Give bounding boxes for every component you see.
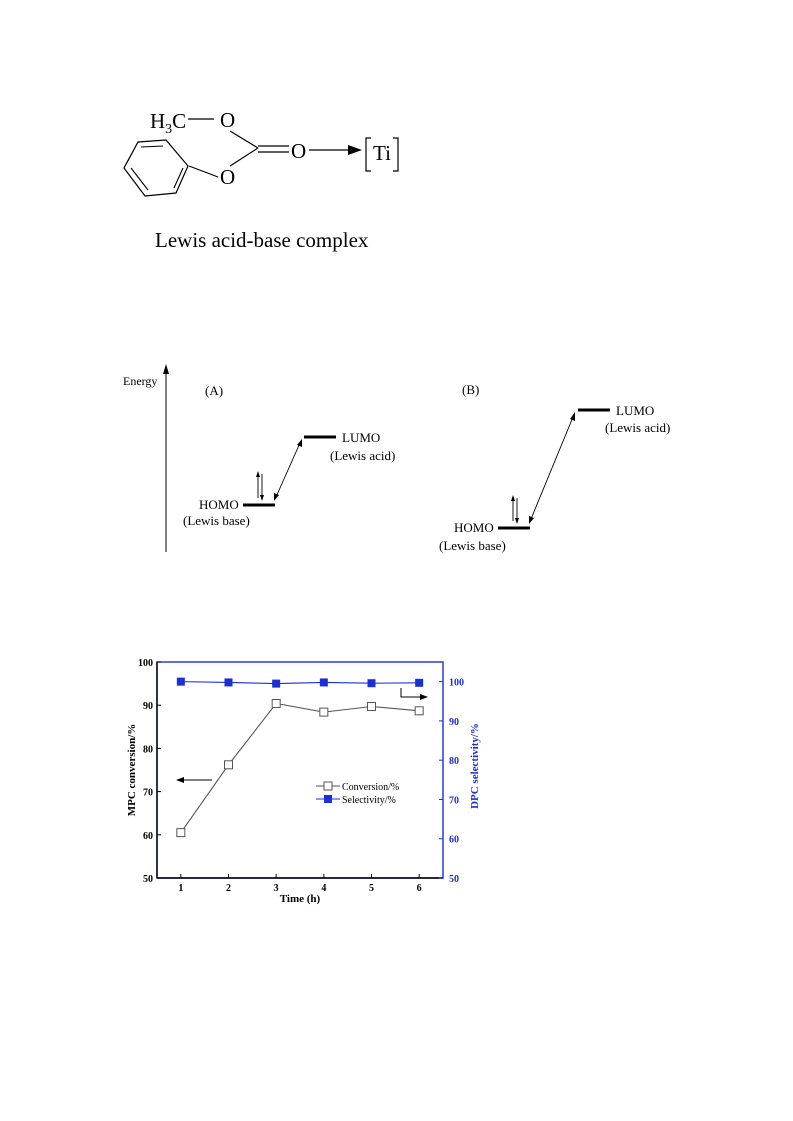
data-point-selectivity [272,680,280,688]
data-point-conversion [320,708,328,716]
right-tick-label: 60 [449,834,459,846]
right-axis-title: DPC selectivity/% [469,723,481,809]
data-point-conversion [177,829,185,837]
panel-a-tag: (A) [205,383,224,398]
x-axis-ticks [178,874,421,894]
x-tick-label: 4 [321,883,327,894]
panel-b-lumo-role: (Lewis acid) [605,420,671,435]
x-tick-label: 1 [178,883,184,894]
legend-selectivity-marker [324,795,332,803]
series-line-conversion [181,703,419,832]
left-tick-label: 50 [143,874,153,885]
x-tick-label: 6 [416,883,422,894]
legend-conversion-marker [324,782,332,790]
data-point-selectivity [320,678,328,686]
left-tick-label: 60 [143,830,153,842]
data-point-conversion [415,707,423,715]
x-tick-label: 2 [226,883,231,894]
x-tick-label: 5 [369,883,374,894]
left-tick-label: 80 [143,744,153,756]
x-axis-title: Time (h) [279,893,321,905]
legend-conversion-label: Conversion/% [342,782,400,793]
x-tick-label: 3 [273,883,279,894]
left-axis-indicator-arrowhead [176,777,184,783]
methyl-group-label: $H_3C$ [150,109,187,137]
right-tick-label: 90 [449,716,459,728]
data-point-selectivity [415,679,423,687]
data-point-selectivity [368,679,376,687]
panel-b-lumo-label: LUMO [616,403,655,418]
chart-frame [157,662,443,878]
left-axis-title: MPC conversion/% [126,723,138,817]
legend [316,782,399,806]
series-line-selectivity [181,682,419,684]
right-tick-label: 50 [449,874,459,885]
data-point-conversion [272,699,280,707]
data-point-conversion [368,702,376,710]
panel-a-homo-label: HOMO [199,497,239,512]
plot-area-border [157,662,443,878]
right-axis-indicator-arrowhead [420,694,428,700]
oxygen-bottom-label: O [220,165,236,189]
panel-a-homo-role: (Lewis base) [183,513,250,528]
data-point-conversion [225,761,233,769]
right-tick-label: 70 [449,795,459,807]
legend-selectivity-label: Selectivity/% [342,795,396,806]
left-tick-label: 100 [138,658,153,669]
energy-axis-label: Energy [123,374,158,388]
left-tick-label: 70 [143,787,153,799]
panel-b-homo-role: (Lewis base) [439,538,506,553]
data-point-selectivity [225,678,233,686]
data-point-selectivity [177,678,185,686]
oxygen-top-label: O [220,108,236,132]
structure-caption: Lewis acid-base complex [155,228,369,252]
panel-a-lumo-role: (Lewis acid) [330,448,396,463]
oxygen-carbonyl-label: O [291,139,307,163]
right-tick-label: 100 [449,677,464,689]
titanium-label: Ti [373,141,391,165]
panel-a-lumo-label: LUMO [342,430,381,445]
left-tick-label: 90 [143,701,153,713]
right-tick-label: 80 [449,756,459,768]
panel-b-homo-label: HOMO [454,520,494,535]
series-layer [177,678,423,837]
panel-b-tag: (B) [462,382,480,397]
